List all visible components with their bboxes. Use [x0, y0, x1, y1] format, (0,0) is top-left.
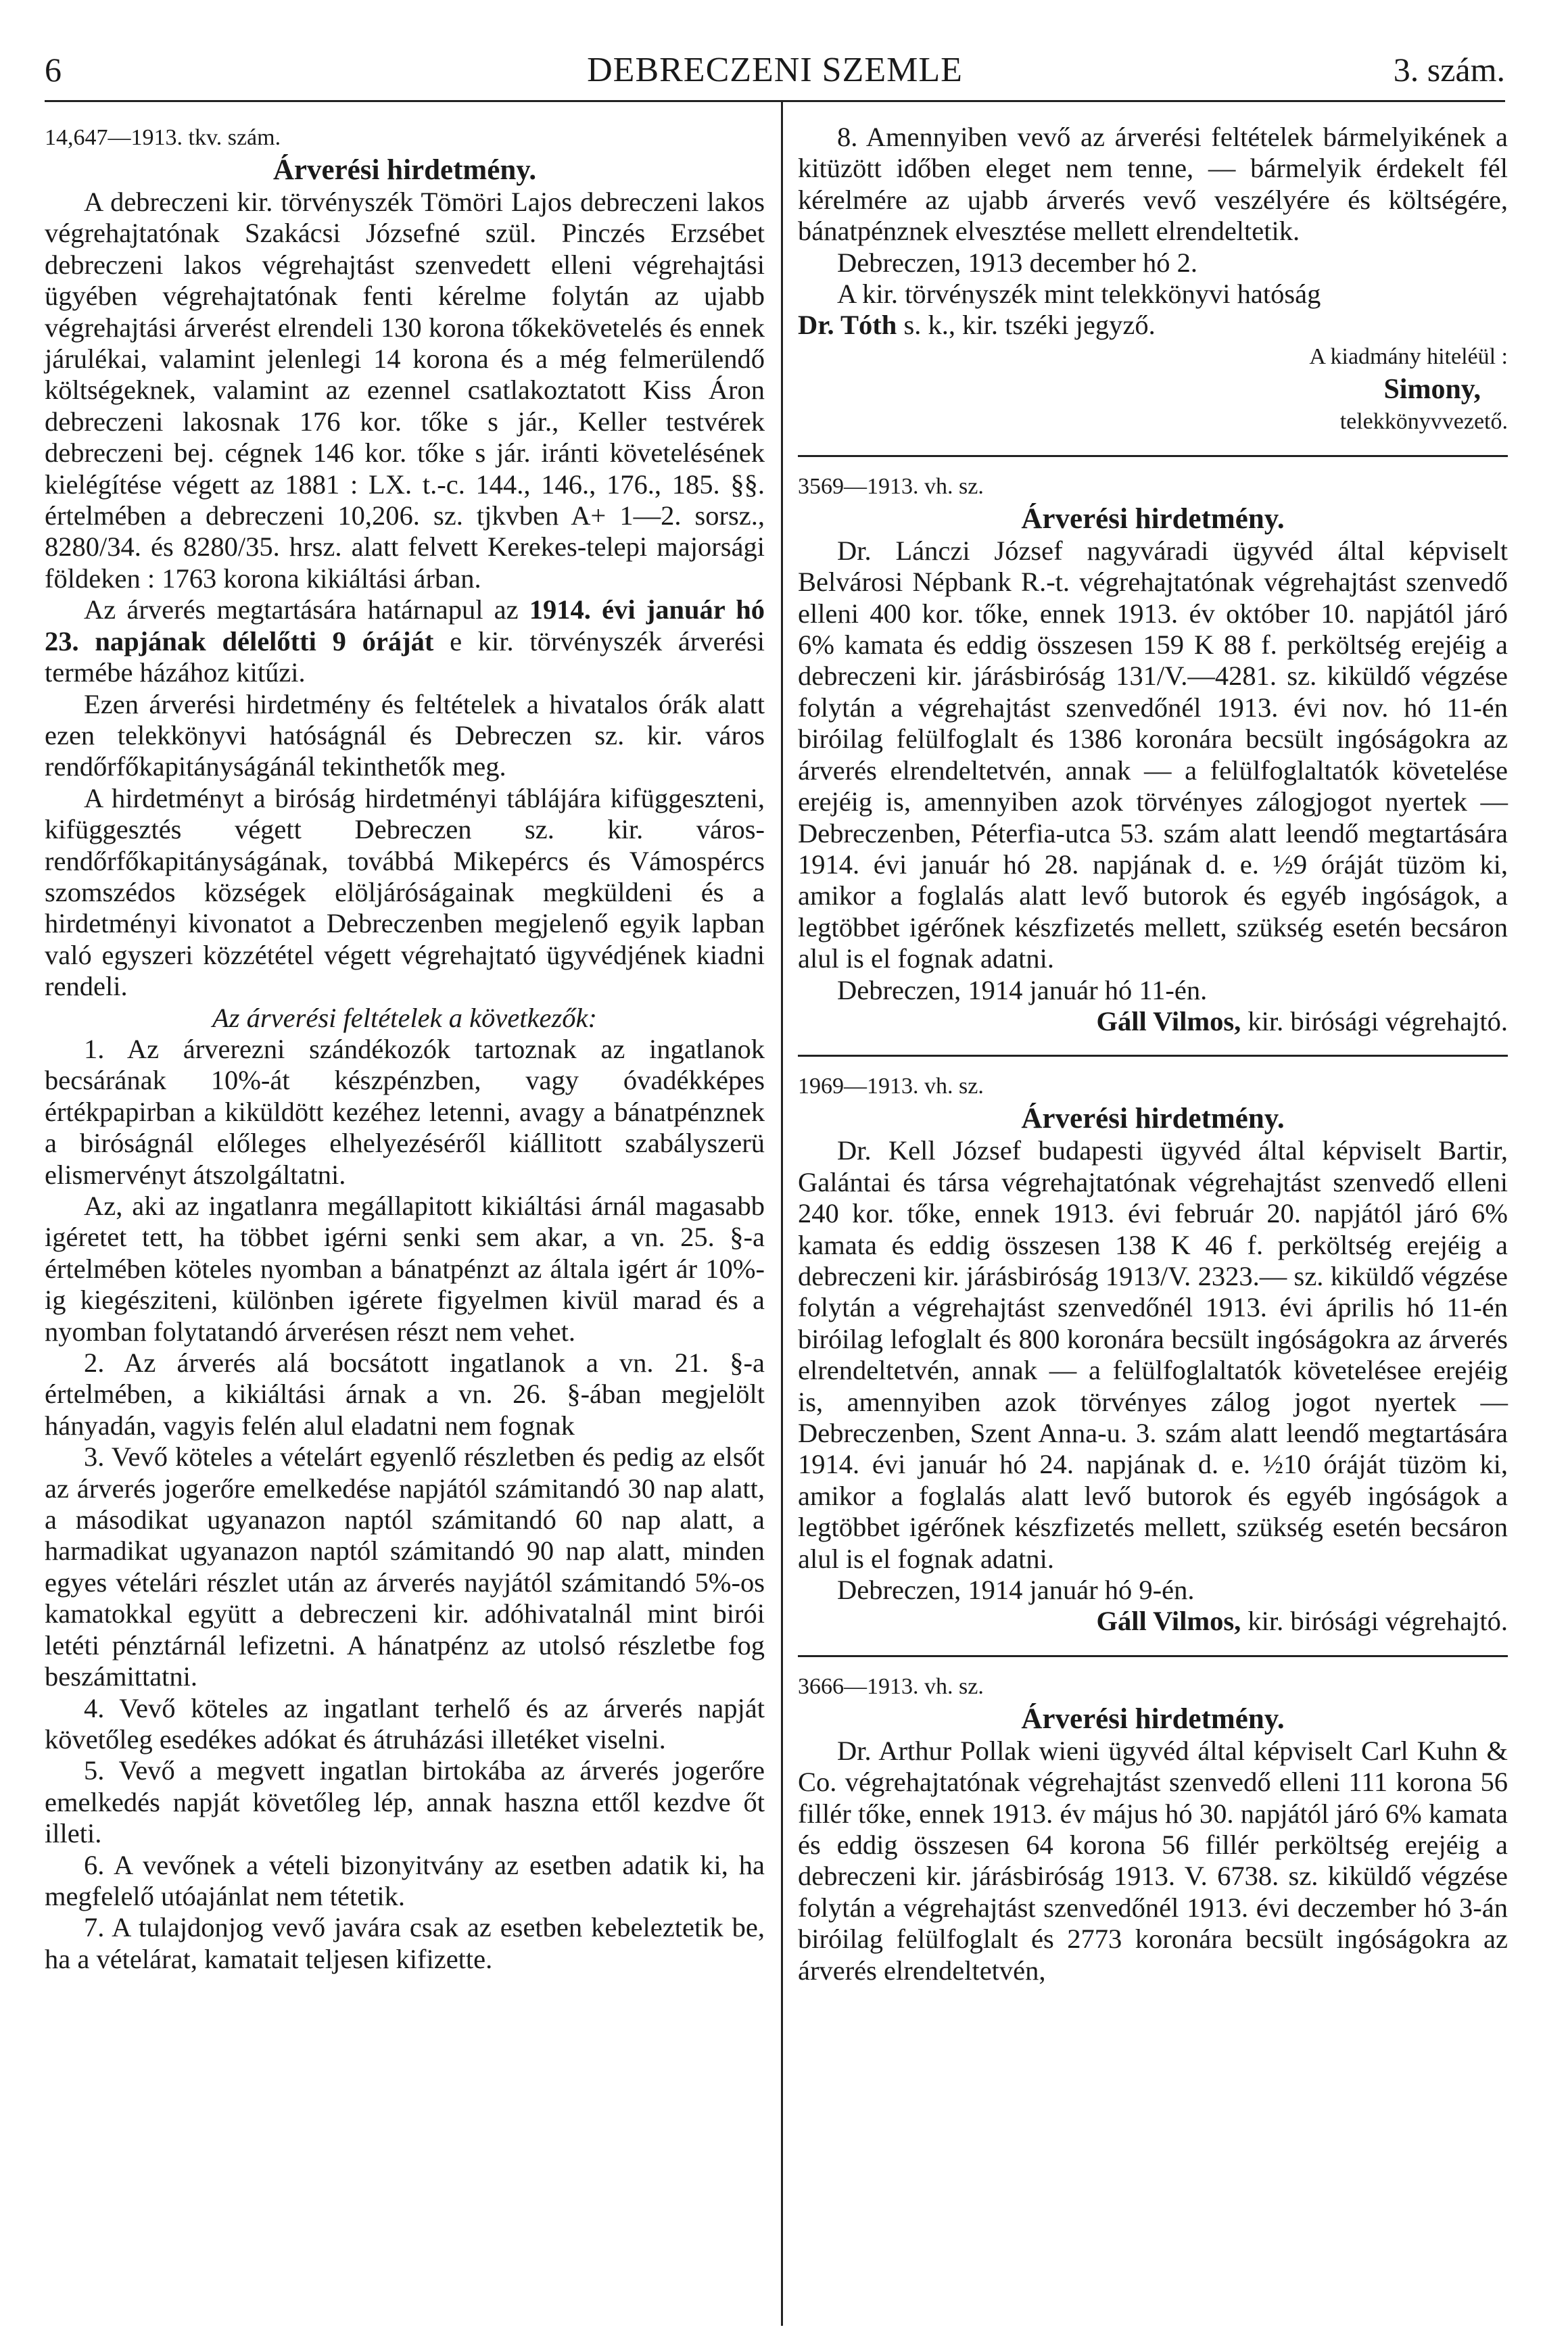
text-run: e kir. törvényszék árverési termébe házához kitűzi.: [45, 625, 765, 688]
signer-line: [798, 310, 1508, 341]
signer-name: Gáll Vilmos,: [1096, 1005, 1241, 1036]
left-column: [45, 122, 765, 1975]
text-run: Az árverés megtartására határnapul az: [84, 594, 519, 625]
condition-item: 3. Vevő köteles a vételárt egyenlő részletben és pedig az elsőt az árverés jogerőre emelkedése napjától számitandó 30 nap alatt, a másodikat ugyanazon naptól számitandó 60 nap alatt, a harmadikat ugyanazon naptól számitandó 90 nap alatt, minden egyes vételári részlet után az árverés nayjától számitandó 5%-os kamatokkal együtt a debreczeni kir. adóhivatalnál mint birói letéti pénztárnál lefizetni. A hánatpénz az utolsó részletbe fog beszámittatni.: [45, 1441, 765, 1692]
notice-title: Árverési hirdetmény.: [1021, 502, 1285, 535]
attestation-name: Simony,: [1383, 373, 1481, 405]
notice-title: Árverési hirdetmény.: [1021, 1702, 1285, 1735]
condition-item: 6. A vevőnek a vételi bizonyitvány az esetben adatik ki, ha megfelelő utóajánlat nem tétetik.: [45, 1849, 765, 1911]
notice-date: Debreczen, 1914 január hó 11-én.: [837, 974, 1208, 1005]
attestation-role: telekkönyvvezető.: [1339, 408, 1508, 434]
notice-reference: 3569—1913. vh. sz.: [798, 473, 984, 499]
condition-item: 2. Az árverés alá bocsátott ingatlanok a vn. 21. §-a értelmében, a kikiáltási árnak a vn. 26. §-ában megjelölt hányadán, vagyis felén alul eladatni nem fognak: [45, 1347, 765, 1441]
notice-separator: [798, 1655, 1508, 1657]
journal-title: DEBRECZENI SZEMLE: [587, 51, 963, 89]
notice-paragraph: A hirdetményt a biróság hirdetményi táblájára kifüggeszteni, kifüggesztés végett Debreczen sz. kir. város-rendőrfőkapitányságának, továbbá Mikepércs és Vámospércs szomszédos községek elöljáróságainak megküldeni és a hirdetményi kivonatot a Debreczenben megjelenő egyik lapban való egyszeri közzététel végett végrehajtató ügyvédjének kiadni rendeli.: [45, 782, 765, 1002]
signer-role: s. k., kir. tszéki jegyző.: [903, 310, 1156, 341]
signer-role: kir. birósági végrehajtó.: [1248, 1005, 1508, 1036]
attestation-label: A kiadmány hiteléül :: [1309, 343, 1508, 369]
notice-body: Dr. Arthur Pollak wieni ügyvéd által képviselt Carl Kuhn & Co. végrehajtatónak végrehajtást szenvedő elleni 111 korona 56 fillér tőke, ennek 1913. év május hó 30. napjától járó 6% kamata és eddig összesen 64 korona 56 fillér perköltség erejéig a debreczeni kir. járásbiróság 1913. V. 6738. sz. kiküldő végzése folytán a végrehajtást szenvedőnél 1913. évi deczember hó 3-án biróilag felülfoglalt és 2773 koronára becsült ingóságokra az árverés elrendeltetvén,: [798, 1735, 1508, 1986]
signer-name: Gáll Vilmos,: [1096, 1606, 1241, 1637]
notice-title: Árverési hirdetmény.: [272, 154, 537, 186]
notice-paragraph: Ezen árverési hirdetmény és feltételek a hivatalos órák alatt ezen telekkönyvi hatóságnál és Debreczen sz. kir. város rendőrfőkapitányságánál tekinthetők meg.: [45, 688, 765, 782]
notice-body: Dr. Kell József budapesti ügyvéd által képviselt Bartir, Galántai és társa végrehajtatónak végrehajtást szenvedő elleni 240 kor. tőke, ennek 1913. évi február 20. napjától járó 6% kamata és eddig összesen 138 K 46 f. perköltség erejéig a debreczeni kir. járásbiróság 1913/V. 2323.— sz. kiküldő végzése folytán a végrehajtást szenvedőnél 1913. évi április hó 11-én biróilag lefoglalt és 800 koronára becsült ingóságokra az árverés elrendeltetvén, annak — a felülfoglaltatók követelésee erejéig is, amennyiben azok törvényes zálog jogot nyertek — Debreczenben, Szent Anna-u. 3. szám alatt leendő megtartására 1914. évi január hó 24. napjának d. e. ½10 óráját tüzöm ki, amikor a foglalás alatt levő butorok és egyéb ingóságok a legtöbbet igérőnek készfizetés mellett, szükség esetén becsáron alul is el fognak adatni.: [798, 1135, 1508, 1574]
notice-date: Debreczen, 1914 január hó 9-én.: [837, 1575, 1195, 1606]
right-column: [798, 122, 1508, 1986]
running-head: [45, 46, 1505, 102]
notice-reference: 14,647—1913. tkv. szám.: [45, 125, 281, 150]
signer-name: Dr. Tóth: [798, 310, 897, 341]
condition-item: 5. Vevő a megvett ingatlan birtokába az árverés jogerőre emelkedés napját követőleg lép, annak haszna ettől kezdve őt illeti.: [45, 1755, 765, 1849]
condition-item: 8. Amennyiben vevő az árverési feltételek bármelyikének a kitüzött időben eleget nem tenne, — bármelyik érdekelt fél kérelmére az ujabb árverés vevő veszélyére és költségére, bánatpénznek elvesztése mellett elrendeltetik.: [798, 122, 1508, 247]
place-date: Debreczen, 1913 december hó 2.: [837, 247, 1198, 278]
notice-body: Dr. Lánczi József nagyváradi ügyvéd által képviselt Belvárosi Népbank R.-t. végrehajtatónak végrehajtást szenvedő elleni 400 kor. tőke, ennek 1913. év október 10. napjától járó 6% kamata és eddig összesen 159 K 88 f. perköltség erejéig a debreczeni kir. járásbiróság 131/V.—4281. sz. kiküldő végzése folytán a végrehajtást szenvedőnél 1913. évi nov. hó 11-én biróilag felülfoglalt és 1386 koronára becsült ingóságokra az árverés elrendeltetvén, annak — a felülfoglaltatók követelése erejéig is, amennyiben azok törvényes zálogjogot nyertek — Debreczenben, Péterfia-utca 53. szám alatt leendő megtartására 1914. évi január hó 28. napjának d. e. ½9 óráját tüzöm ki, amikor a foglalás alatt levő butorok és egyéb ingóságok, a legtöbbet igérőnek készfizetés mellett, szükség esetén becsáron alul is el fognak adatni.: [798, 535, 1508, 974]
notice-reference: 1969—1913. vh. sz.: [798, 1074, 984, 1099]
notice-signer: [798, 1006, 1508, 1037]
bold-date: 1914. évi január hó 23. napjának délelőtti 9 óráját: [45, 594, 765, 656]
notice-separator: [798, 455, 1508, 457]
authority-line: A kir. törvényszék mint telekkönyvi hatóság: [837, 279, 1321, 310]
condition-item: 1. Az árverezni szándékozók tartoznak az ingatlanok becsárának 10%-át készpénzben, vagy óvadékképes értékpapirban a kiküldött kezéhez letenni, avagy a bánatpénznek a biróságnál előleges elhelyezéséről kiállitott szabályszerü elismervényt átszolgáltatni.: [45, 1033, 765, 1190]
condition-item: 4. Vevő köteles az ingatlant terhelő és az árverés napját követőleg esedékes adókat és átruházási illetéket viselni.: [45, 1692, 765, 1754]
notice-title: Árverési hirdetmény.: [1021, 1103, 1285, 1135]
notice-paragraph: A debreczeni kir. törvényszék Tömöri Lajos debreczeni lakos végrehajtatónak Szakácsi Józsefné szül. Pinczés Erzsébet debreczeni lakos végrehajtást szenvedett elleni végrehajtási ügyében végrehajtatónak fenti kérelme folytán az ujabb végrehajtási árverést elrendeli 130 korona tőkekövetelés és ennek járulékai, valamint jelenlegi 14 korona és a még felmerülendő költségeknek, valamint az ezennel csatlakoztatott Kiss Áron debreczeni lakosnak 176 kor. tőke s jár., Keller testvérek debreczeni bej. cégnek 146 kor. tőke s jár. iránti követelésének kielégítése végett az 1881 : LX. t.-c. 144., 146., 176., 185. §§. értelmében a debreczeni 10,206. sz. tjkvben A+ 1—2. sorsz., 8280/34. és 8280/35. hrsz. alatt felvett Kerekes-telepi majorsági földeken : 1763 korona kikiáltási árban.: [45, 187, 765, 594]
notice-paragraph-date: [45, 594, 765, 688]
condition-item: 7. A tulajdonjog vevő javára csak az esetben kebeleztetik be, ha a vételárat, kamatait teljesen kifizette.: [45, 1912, 765, 1974]
page-number: 6: [45, 51, 62, 89]
conditions-title: Az árverési feltételek a következők:: [212, 1002, 597, 1033]
notice-signer: [798, 1606, 1508, 1637]
column-divider: [781, 101, 783, 2326]
notice-separator: [798, 1055, 1508, 1057]
signer-role: kir. birósági végrehajtó.: [1248, 1606, 1508, 1637]
condition-item: Az, aki az ingatlanra megállapitott kikiáltási árnál magasabb igéretet tett, ha többet igérni senki sem akar, a vn. 25. §-a értelmében köteles nyomban a bánatpénzt az általa igért ár 10%-ig kiegésziteni, különben igérete figyelmen kivül marad és a nyomban folytatandó árverésen részt nem vehet.: [45, 1191, 765, 1347]
notice-reference: 3666—1913. vh. sz.: [798, 1673, 984, 1699]
issue-number: 3. szám.: [1393, 51, 1505, 89]
